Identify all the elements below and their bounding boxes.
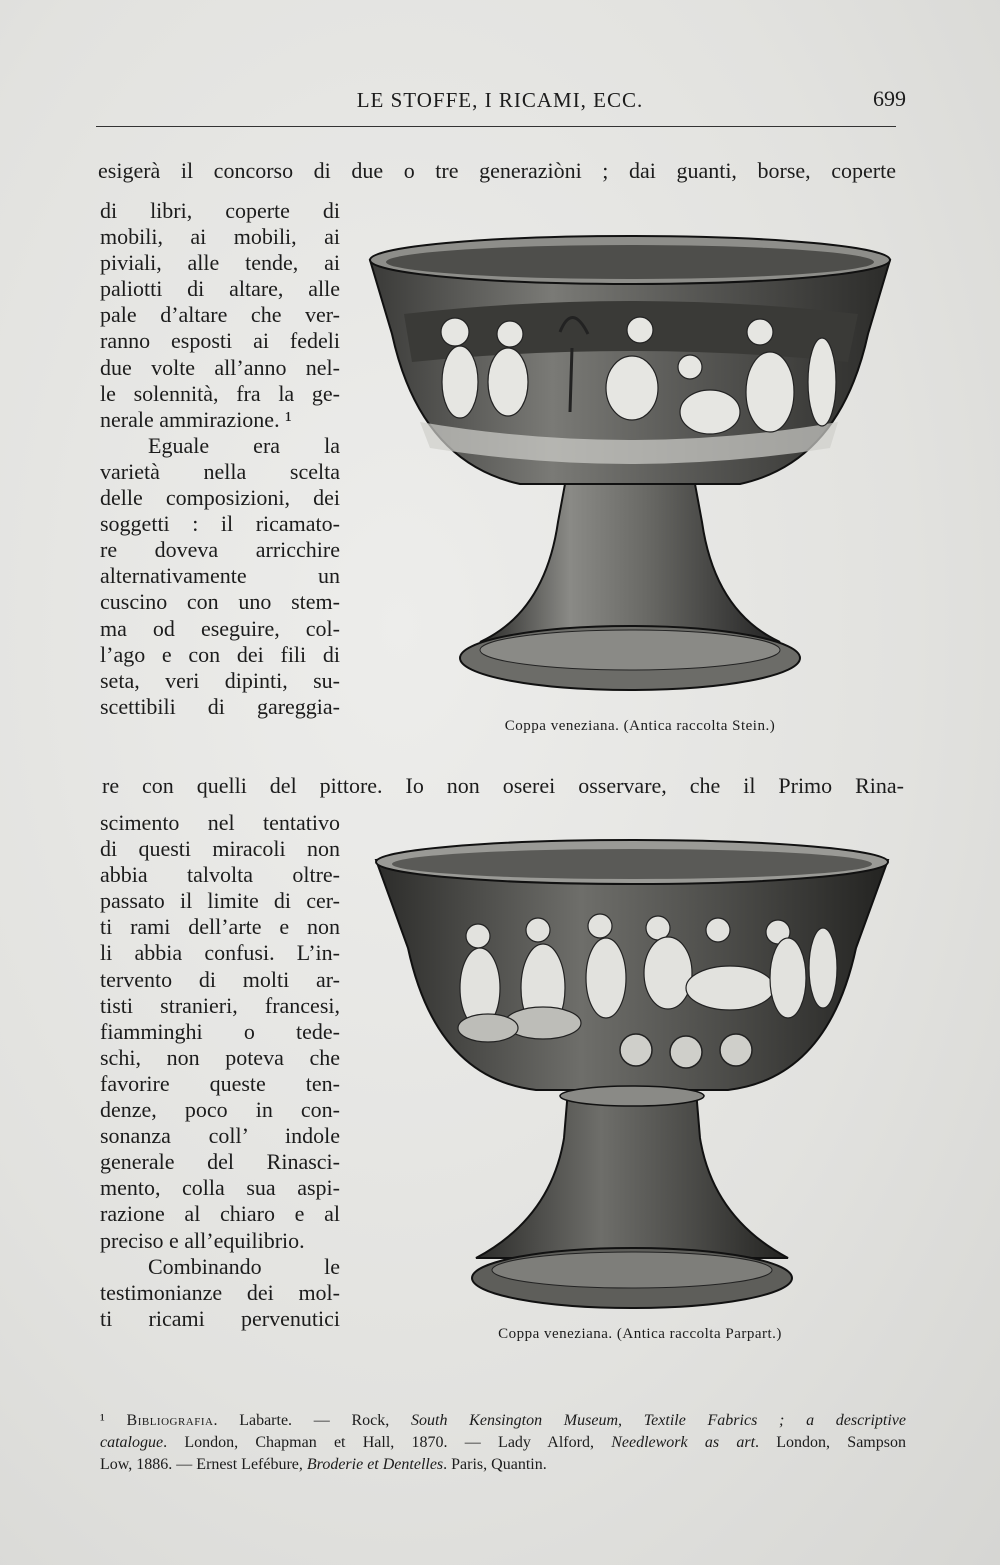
footnote-line-3	[100, 1454, 906, 1476]
footnote-text: . London, Sampson	[755, 1434, 906, 1451]
body-line-full-1: esigerà il concorso di due o tre generaziòni ; dai guanti, borse, coperte	[98, 158, 896, 183]
column-text-line: pale d’altare che ver-	[100, 302, 340, 328]
column-text-line: scimento nel tentativo	[100, 810, 340, 835]
column-text-line: scettibili di gareggia-	[100, 693, 340, 719]
column-text-line: ti rami dell’arte e non	[100, 914, 340, 940]
column-text-line: due volte all’anno nel-	[100, 354, 340, 380]
column-text-line: alternativamente un	[100, 563, 340, 589]
running-header: LE STOFFE, I RICAMI, ECC.	[356, 88, 644, 112]
footnote-line-1	[100, 1410, 906, 1432]
column-text-line: schi, non poteva che	[100, 1044, 340, 1070]
column-text-line: denze, poco in con-	[100, 1097, 340, 1123]
column-text-line: paliotti di altare, alle	[100, 276, 340, 302]
column-text-line: ti ricami pervenutici	[100, 1305, 340, 1331]
goblet-illustration-stein	[360, 222, 900, 712]
footnote-text: Low, 1886. — Ernest Lefébure,	[100, 1456, 307, 1473]
text-column-upper	[100, 198, 340, 720]
column-text-line: piviali, alle tende, ai	[100, 250, 340, 276]
column-text-line: l’ago e con dei fili di	[100, 641, 340, 667]
column-text-line: ranno esposti ai fedeli	[100, 328, 340, 354]
column-text-line: Combinando le	[148, 1253, 340, 1279]
column-text-line: sonanza coll’ indole	[100, 1123, 340, 1149]
footnote-title: South Kensington Museum, Textile Fabrics ; a descriptive	[411, 1412, 907, 1429]
goblet-illustration-parpart	[368, 838, 896, 1318]
header-rule	[96, 126, 896, 127]
column-text-line: generale del Rinasci-	[100, 1149, 340, 1175]
body-line-full-2: re con quelli del pittore. Io non oserei osservare, che il Primo Rina-	[102, 773, 904, 798]
column-text-line: di libri, coperte di	[100, 198, 340, 223]
column-text-line: varietà nella scelta	[100, 458, 340, 484]
column-text-line: razione al chiaro e al	[100, 1201, 340, 1227]
footnote	[100, 1410, 906, 1476]
footnote-title: Needlework as art	[611, 1434, 756, 1451]
column-text-line: nerale ammirazione. ¹	[100, 406, 292, 432]
column-text-line: mobili, ai mobili, ai	[100, 224, 340, 250]
column-text-line: fiamminghi o tede-	[100, 1018, 340, 1044]
column-text-line: preciso e all’equilibrio.	[100, 1227, 305, 1253]
column-text-line: soggetti : il ricamato-	[100, 511, 340, 537]
page-number: 699	[873, 86, 906, 111]
column-text-line: tervento di molti ar-	[100, 966, 340, 992]
column-text-line: re doveva arricchire	[100, 537, 340, 563]
column-text-line: di questi miracoli non	[100, 836, 340, 862]
footnote-text: . London, Chapman et Hall, 1870. — Lady Alford,	[163, 1434, 612, 1451]
column-text-line: ma od eseguire, col-	[100, 615, 340, 641]
column-text-line: delle composizioni, dei	[100, 485, 340, 511]
footnote-text: . Labarte. — Rock,	[213, 1412, 412, 1429]
column-text-line: li abbia confusi. L’in-	[100, 940, 340, 966]
column-text-line: cuscino con uno stem-	[100, 589, 340, 615]
footnote-label: Bibliografia	[126, 1412, 214, 1429]
column-text-line: favorire queste ten-	[100, 1070, 340, 1096]
figure-caption-bottom: Coppa veneziana. (Antica raccolta Parpart.)	[498, 1326, 782, 1342]
footnote-title: catalogue	[100, 1434, 164, 1451]
column-text-line: Eguale era la	[148, 432, 340, 458]
column-text-line: mento, colla sua aspi-	[100, 1175, 340, 1201]
footnote-title: Broderie et Dentelles	[306, 1456, 444, 1473]
column-text-line: passato il limite di cer-	[100, 888, 340, 914]
column-text-line: abbia talvolta oltre-	[100, 862, 340, 888]
text-column-lower	[100, 810, 340, 1332]
figure-caption-top: Coppa veneziana. (Antica raccolta Stein.)	[504, 718, 776, 734]
column-text-line: le solennità, fra la ge-	[100, 380, 340, 406]
footnote-marker: ¹	[100, 1412, 105, 1429]
column-text-line: seta, veri dipinti, su-	[100, 667, 340, 693]
footnote-text: . Paris, Quantin.	[443, 1456, 547, 1473]
column-text-line: tisti stranieri, francesi,	[100, 992, 340, 1018]
column-text-line: testimonianze dei mol-	[100, 1279, 340, 1305]
footnote-line-2	[100, 1432, 906, 1454]
